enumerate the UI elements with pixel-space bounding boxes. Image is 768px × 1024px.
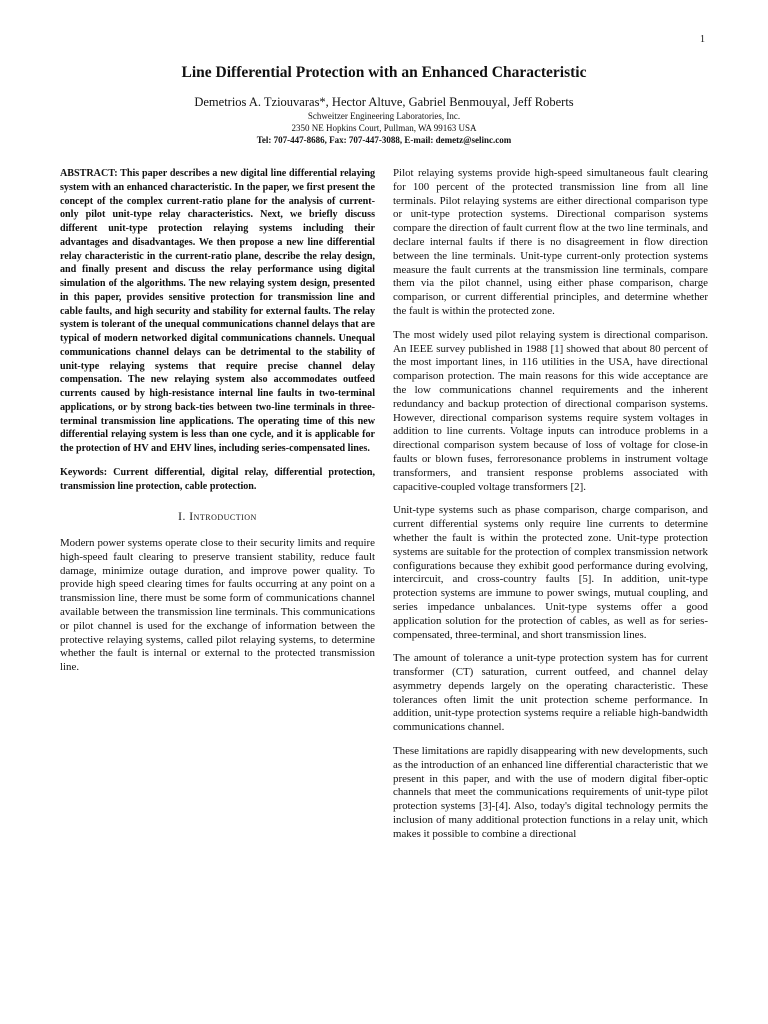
body-paragraph-4: The amount of tolerance a unit-type protection system has for current transformer (CT) saturation, current outfeed, and channel delay asymmetry depends largely on the operating characteristic. These tolerances often limit the unit protection scheme performance. In addition, unit-type protection systems require a reliable high-bandwidth communications channel. [393,652,708,734]
section-heading-introduction: I. Introduction [178,511,257,524]
affiliation-org: Schweitzer Engineering Laboratories, Inc. [307,111,461,121]
keywords-paragraph: Keywords: Current differential, digital relay, differential protection, transmission line protection, cable protection. [60,466,375,492]
affiliation-contact: Tel: 707-447-8686, Fax: 707-447-3088, E-mail: demetz@selinc.com [256,135,512,145]
paper-title: Line Differential Protection with an Enhanced Characteristic [181,64,587,81]
author-list: Demetrios A. Tziouvaras*, Hector Altuve, Gabriel Benmouyal, Jeff Roberts [194,95,574,109]
body-paragraph-5: These limitations are rapidly disappearing with new developments, such as the introduction of an enhanced line differential characteristic that we present in this paper, and with the use of modern digital fiber-optic channels that meet the communications requirements of unit-type pilot protection systems [3]-[4]. Also, today's digital technology permits the inclusion of many additional protection functions in a relay unit, which makes it possible to combine a directional [393,745,708,840]
abstract-paragraph: ABSTRACT: This paper describes a new digital line differential relaying system with an enhanced characteristic. In the paper, we first present the concept of the complex current-ratio plane for the analysis of current-only pilot unit-type relay characteristics. Next, we briefly discuss different unit-type protection relaying systems including their advantages and disadvantages. We then propose a new line differential relay characteristic in the current-ratio plane, describe the relay design, and finally present and discuss the relay performance using digital simulation of the algorithms. The new relaying system design, presented in this paper, provides sensitive protection for transmission line and cable faults, and high security and stability for external faults. The relay system is tolerant of the unequal communications channel delays that are typical of modern networked digital communications channels. Unequal communications channel delays can be detrimental to the stability of unit-type relaying systems that require precise channel delay compensation. The new relaying system also accommodates outfeed currents caused by high-resistance internal line faults in two-terminal applications, or by strong back-ties between two-line terminals in three-terminal transmission line applications. The operating time of this new differential relaying system is less than one cycle, and it is applicable for the protection of HV and EHV lines, including series-compensated lines. [60,168,375,454]
affiliation-address: 2350 NE Hopkins Court, Pullman, WA 99163 USA [291,123,477,133]
left-column [60,167,375,685]
intro-paragraph: Modern power systems operate close to their security limits and require high-speed fault clearing to preserve transient stability, reduce fault damage, minimize outage duration, and improve power quality. To provide high speed clearing times for faults occurring at any point on a transmission line, there must be some form of communications channel available between the transmission line terminals. This communications or pilot channel is used for the exchange of information between the protective relaying systems, called pilot relaying systems, to determine whether the fault is internal or external to the protected transmission line. [60,537,375,674]
body-paragraph-1: Pilot relaying systems provide high-speed simultaneous fault clearing for 100 percent of the protected transmission line from all line terminals. Pilot relaying systems are either directional comparison type or unit-type protection systems. Directional comparison systems compare the direction of fault current flow at the two line terminals, and declare internal faults if there is no disagreement in flow direction between the line terminals. Unit-type current-only protection systems measure the fault currents at the transmission line terminals, compare them via the pilot channel, using either phase comparison, charge comparison, or current differential principles, and determine whether the fault is within the protected zone. [393,167,708,317]
body-paragraph-3: Unit-type systems such as phase comparison, charge comparison, and current differential systems only require line currents to determine whether the fault is within the protected zone. Unit-type protection systems are suitable for the protection of complex transmission network configurations because they exhibit good performance during evolving, intercircuit, and cross-country faults [5]. In addition, unit-type protection systems are immune to power swings, mutual coupling, and series impedance unbalances. Unit-type systems offer a good application solution for the protection of cables, as well as for series-compensated, three-terminal, and short transmission lines. [393,504,708,641]
right-column [393,167,708,852]
page-number: 1 [700,34,705,45]
body-paragraph-2: The most widely used pilot relaying system is directional comparison. An IEEE survey published in 1988 [1] showed that about 80 percent of the most important lines, in 116 utilities in the USA, have directional comparison protection. The main reasons for this wide acceptance are the low communications channel requirements and the inherent redundancy and backup protection of directional comparison systems. However, directional comparison systems require system voltages in addition to line currents. Voltage inputs can introduce problems in a directional comparison system because of loss of voltage for close-in faults or blown fuses, ferroresonance problems in instrument voltage transformers, and transient response problems associated with capacitive-coupled voltage transformers [2]. [393,328,708,493]
